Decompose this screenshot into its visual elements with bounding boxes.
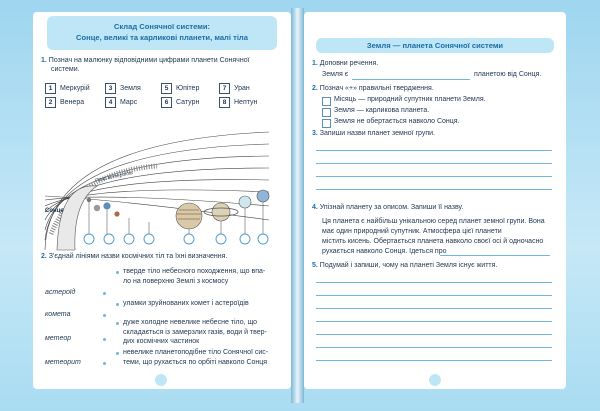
statement-text: Земля не обертається навколо Сонця. xyxy=(334,118,460,125)
definition-line: невелике планетоподібне тіло Сонячної сис- xyxy=(123,349,269,356)
planet-name: Венера xyxy=(60,98,85,106)
sun-label: Сонце xyxy=(45,208,64,214)
answer-line[interactable] xyxy=(316,308,552,309)
answer-line[interactable] xyxy=(316,347,552,348)
r-task3-text: Запиши назви планет земної групи. xyxy=(319,130,435,137)
planet-number-box: 7 xyxy=(219,83,230,94)
answer-line[interactable] xyxy=(316,360,552,361)
term-connector-dot[interactable] xyxy=(103,338,106,341)
left-page xyxy=(33,12,291,389)
planet-item xyxy=(45,97,84,108)
r-task5-number: 5. xyxy=(312,262,318,269)
planet-name: Уран xyxy=(234,84,250,92)
definition-line: дуже холодне невелике небесне тіло, що xyxy=(123,319,258,326)
definition-line: дих космічних частинок xyxy=(123,338,200,345)
term-2: комета xyxy=(45,311,71,318)
planet-name: Меркурій xyxy=(60,84,90,92)
planet-name: Нептун xyxy=(234,98,258,106)
right-page-ornament xyxy=(429,374,441,386)
statement-text: Земля — карликова планета. xyxy=(334,107,430,114)
planet-item xyxy=(219,83,250,94)
r-task1-sentence-start: Земля є xyxy=(322,71,349,78)
left-page-header xyxy=(47,16,277,50)
r-task3-prompt xyxy=(312,129,435,139)
term-connector-dot[interactable] xyxy=(103,292,106,295)
asteroid-belt-label: Пояс астероїдів xyxy=(94,170,134,184)
right-page-header: Земля — планета Сонячної системи xyxy=(316,38,554,53)
planet-name: Марс xyxy=(120,98,138,106)
answer-line[interactable] xyxy=(316,189,552,190)
answer-line[interactable] xyxy=(316,282,552,283)
r-task1-text: Доповни речення. xyxy=(319,60,379,67)
task2-text: З'єднай лініями назви космічних тіл та їхні визначення. xyxy=(48,253,228,260)
planet-number-box: 2 xyxy=(45,97,56,108)
planet-item xyxy=(161,83,199,94)
answer-line[interactable] xyxy=(316,321,552,322)
answer-line[interactable] xyxy=(316,163,552,164)
definition-connector-dot[interactable] xyxy=(116,303,119,306)
task1-number: 1. xyxy=(41,57,47,64)
r-task1-prompt xyxy=(312,59,378,69)
book-spine xyxy=(291,8,304,403)
planet-number-box: 5 xyxy=(161,83,172,94)
task1-text-line1: Познач на малюнку відповідними цифрами планети Сонячної xyxy=(48,57,250,64)
r-task1-blank[interactable] xyxy=(352,79,470,80)
task1-text-line2: системи. xyxy=(51,66,80,73)
definition-connector-dot[interactable] xyxy=(116,322,119,325)
description-line: Ця планета є найбільш унікальною серед планет земної групи. Вона xyxy=(322,218,545,225)
planet-number-box: 6 xyxy=(161,97,172,108)
r-task2-number: 2. xyxy=(312,85,318,92)
planet-item xyxy=(219,97,257,108)
answer-line[interactable] xyxy=(316,295,552,296)
statement-checkbox[interactable] xyxy=(322,97,331,106)
task2-number: 2. xyxy=(41,253,47,260)
term-connector-dot[interactable] xyxy=(103,314,106,317)
description-line: містить кисень. Обертається планета навколо своєї осі й одночасно xyxy=(322,238,544,245)
r-task5-text: Подумай і запиши, чому на планеті Земля існує життя. xyxy=(319,262,498,269)
answer-line[interactable] xyxy=(316,150,552,151)
r-task4-prompt xyxy=(312,203,463,213)
task2-prompt xyxy=(41,252,227,262)
planet-item xyxy=(105,97,137,108)
definition-connector-dot[interactable] xyxy=(116,271,119,274)
term-1: астероїд xyxy=(45,289,76,296)
solar-system-diagram xyxy=(37,122,277,252)
right-page xyxy=(304,12,566,389)
answer-line[interactable] xyxy=(316,334,552,335)
definition-line: ло на поверхню Землі з космосу xyxy=(123,277,229,285)
term-3: метеор xyxy=(45,335,72,342)
planet-number-box: 3 xyxy=(105,83,116,94)
r-task4-number: 4. xyxy=(312,204,318,211)
r-task1-number: 1. xyxy=(312,60,318,67)
planet-name: Юпітер xyxy=(176,84,200,92)
planet-number-box: 4 xyxy=(105,97,116,108)
definition-connector-dot[interactable] xyxy=(116,352,119,355)
r-task2-prompt xyxy=(312,84,434,94)
r-task4-blank[interactable] xyxy=(440,255,550,256)
term-4: метеорит xyxy=(45,359,81,366)
statement-checkbox[interactable] xyxy=(322,108,331,117)
planet-number-box: 1 xyxy=(45,83,56,94)
statement-checkbox[interactable] xyxy=(322,119,331,128)
r-task3-number: 3. xyxy=(312,130,318,137)
answer-line[interactable] xyxy=(316,176,552,177)
statement-text: Місяць — природний супутник планети Земля. xyxy=(334,96,486,103)
r-task5-prompt xyxy=(312,261,497,271)
definition-line: теми, що рухається по орбіті навколо Сонця xyxy=(123,358,268,366)
definition-line: тверде тіло небесного походження, що впа- xyxy=(123,268,266,275)
left-header-line2: Сонце, великі та карликові планети, малі тіла xyxy=(76,33,248,42)
left-header-line1: Склад Сонячної системи: xyxy=(113,22,211,31)
definition-line: складається із замерзлих газів, води й твер- xyxy=(123,328,267,336)
r-task4-text: Упізнай планету за описом. Запиши її назву. xyxy=(319,204,464,211)
definition-line: уламки зруйнованих комет і астероїдів xyxy=(123,300,249,307)
planet-item xyxy=(161,97,199,108)
r-task1-sentence-end: планетою від Сонця. xyxy=(474,71,542,78)
planet-item xyxy=(45,83,90,94)
planet-name: Сатурн xyxy=(176,98,200,106)
planet-number-box: 8 xyxy=(219,97,230,108)
left-page-ornament xyxy=(155,374,167,386)
planet-name: Земля xyxy=(120,84,141,92)
term-connector-dot[interactable] xyxy=(103,362,106,365)
planet-item xyxy=(105,83,141,94)
description-line: рухається навколо Сонця. Ідеться про xyxy=(322,248,447,255)
r-task2-text: Познач «+» правильні твердження. xyxy=(319,85,434,92)
description-line: має один природний супутник. Атмосфера цієї планети xyxy=(322,228,502,235)
